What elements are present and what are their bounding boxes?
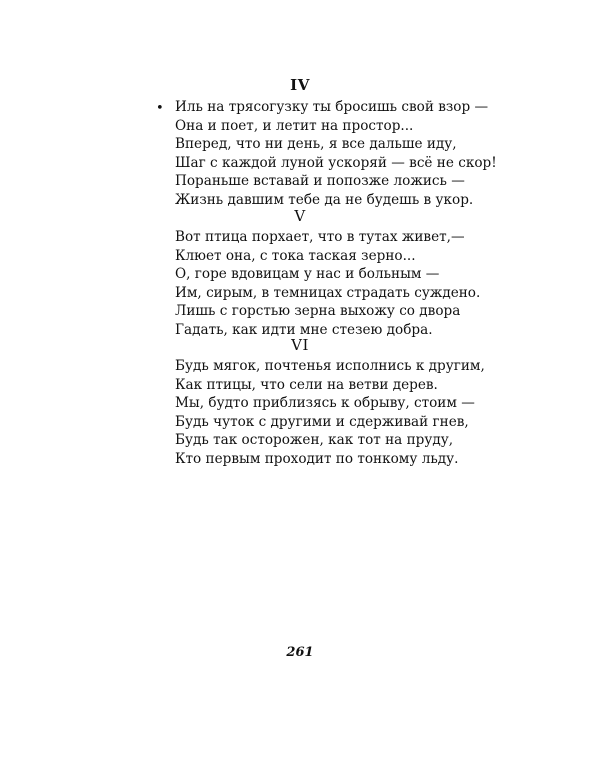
verse-line: Вперед, что ни день, я все дальше иду, — [175, 136, 457, 153]
verse-line: Вот птица порхает, что в тутах живет,— — [175, 229, 465, 245]
verse-line: Пораньше вставай и попозже ложись — — [175, 173, 465, 190]
verse-line: Шаг с каждой луной ускоряй — всё не скор! — [175, 154, 497, 171]
verse-line: Будь так осторожен, как тот на пруду, — [175, 432, 454, 449]
verse-line: Им, сирым, в темницах страдать суждено. — [175, 284, 481, 301]
verse-line: Клюет она, с тока таская зерно... — [175, 247, 416, 264]
verse-line: Жизнь давшим тебе да не будешь в укор. — [175, 191, 474, 208]
stanza-iv — [175, 98, 575, 210]
verse-line: Мы, будто приблизясь к обрыву, стоим — — [175, 395, 475, 412]
stanza-v — [175, 228, 575, 340]
verse-line: Как птицы, что сели на ветви дерев. — [175, 376, 438, 393]
section-heading-iv: IV — [290, 76, 310, 94]
verse-line: Лишь с горстью зерна выхожу со двора — [175, 303, 461, 320]
verse-line: О, горе вдовицам у нас и больным — — [175, 266, 440, 283]
verse-line: Она и поет, и летит на простор... — [175, 117, 414, 134]
section-heading-vi: VI — [291, 336, 309, 354]
verse-line: Будь мягок, почтенья исполнись к другим, — [175, 358, 485, 374]
section-heading-v: V — [294, 207, 306, 225]
stanza-vi — [175, 357, 575, 469]
margin-bullet: • — [156, 101, 164, 116]
verse-line: Будь чуток с другими и сдерживай гнев, — [175, 413, 469, 430]
verse-line: Кто первым проходит по тонкому льду. — [175, 450, 459, 467]
page-number: 261 — [286, 645, 314, 660]
verse-line: Иль на трясогузку ты бросишь свой взор — — [175, 99, 489, 115]
verse-line: Гадать, как идти мне стезею добра. — [175, 321, 433, 338]
